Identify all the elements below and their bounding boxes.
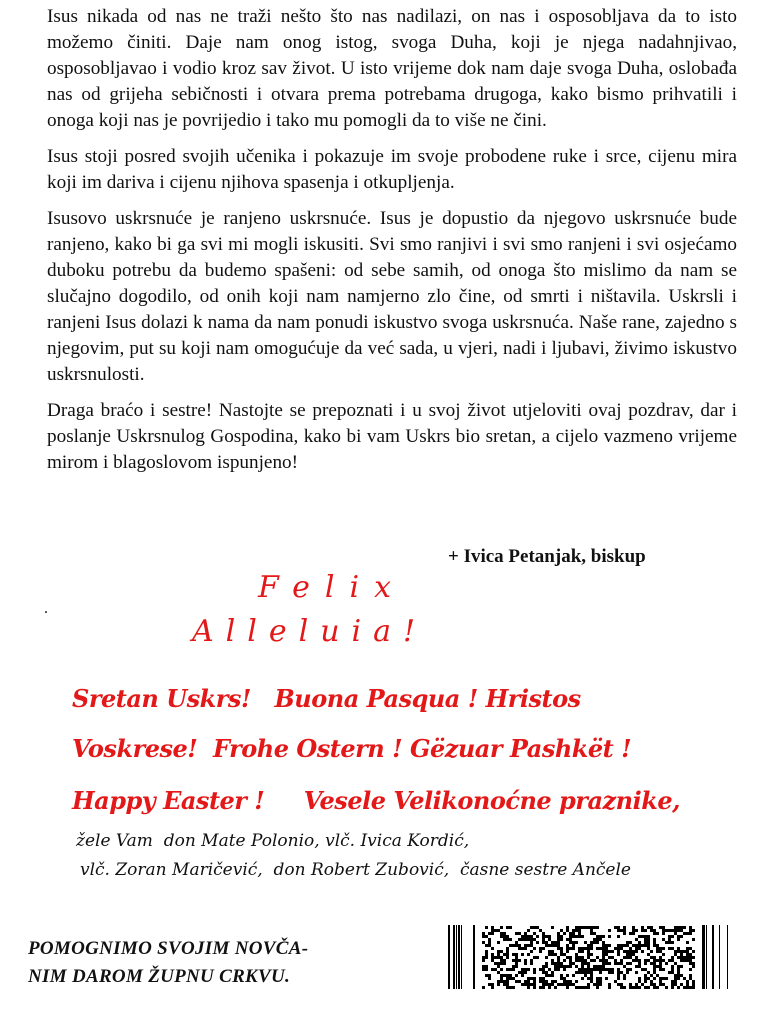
- appeal-line-1: POMOGNIMO SVOJIM NOVČA-: [28, 938, 309, 959]
- greeting-alleluia: Alleluia!: [192, 614, 428, 649]
- paragraph: Isusovo uskrsnuće je ranjeno uskrsnuće. Isus je dopustio da njegovo uskrsnuće bude ranjeno, kako bi ga svi mi mogli iskusiti. Svi smo ranjivi i svi smo ranjeni i svi osjećamo duboku potrebu da budemo spašeni: od sebe samih, od onoga što mislimo da nam se slučajno dogodilo, od onih koji nam namjerno zlo čine, od smrti i ništavila. Uskrsli i ranjeni Isus dolazi k nama da nam ponudi iskustvo svoga uskrsnuća. Naše rane, zajedno s njegovim, put su koji nam omogućuje da već sada, u vjeri, nadi i ljubavi, živimo iskustvo uskrsnulosti.: [47, 208, 737, 385]
- paragraph: Draga braćo i sestre! Nastojte se prepoznati i u svoj život utjeloviti ovaj pozdrav, dar i poslanje Uskrsnulog Gospodina, kako bi vam Uskrs bio sretan, a cijelo vazmeno vrijeme mirom i blagoslovom ispunjeno!: [47, 400, 737, 473]
- senders-line-1: žele Vam don Mate Polonio, vlč. Ivica Kordić,: [76, 831, 470, 851]
- easter-wishes-line-2: Voskrese! Frohe Ostern ! Gëzuar Pashkët !: [72, 734, 632, 763]
- donation-appeal: [28, 935, 418, 991]
- paragraph: Isus nikada od nas ne traži nešto što nas nadilazi, on nas i osposobljava da to isto možemo činiti. Daje nam onog istog, svoga Duha, koji je njega nadahnjivao, osposobljavao i vodio kroz sav život. U isto vrijeme dok nam daje svoga Duha, oslobađa nas od grijeha sebičnosti i otvara prema potrebama drugoga, kako bismo prihvatili i onoga koji nas je povrijedio i tako mu pomogli da to više ne čini.: [47, 6, 737, 131]
- easter-wishes-line-3: Happy Easter ! Vesele Velikonoćne praznike,: [72, 786, 680, 815]
- barcode-icon: [448, 925, 732, 989]
- paragraph: Isus stoji posred svojih učenika i pokazuje im svoje probodene ruke i srce, cijenu mira koji im dariva i cijenu njihova spasenja i otkupljenja.: [47, 146, 737, 193]
- signature: + Ivica Petanjak, biskup: [448, 546, 646, 567]
- senders-line-2: vlč. Zoran Maričević, don Robert Zubović, časne sestre Ančele: [80, 860, 631, 880]
- letter-body: [47, 4, 737, 486]
- appeal-line-2: NIM DAROM ŽUPNU CRKVU.: [28, 966, 291, 987]
- stray-dot: .: [44, 600, 48, 617]
- easter-wishes-line-1: Sretan Uskrs! Buona Pasqua ! Hristos: [72, 684, 581, 713]
- greeting-felix: Felix: [258, 570, 407, 605]
